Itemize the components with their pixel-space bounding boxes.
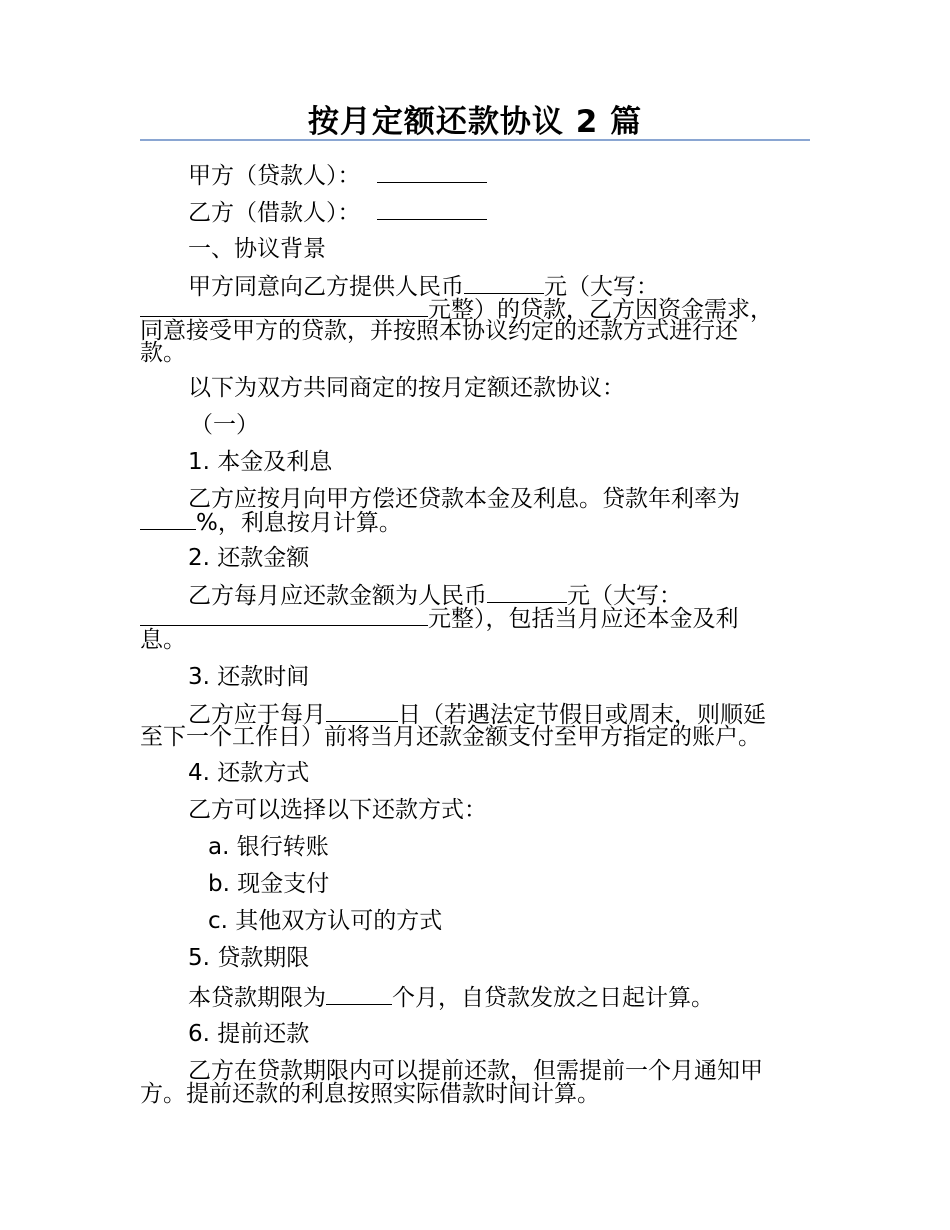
heading-repayment-method: 4. 还款方式 xyxy=(188,760,310,786)
part-one-heading: （一） xyxy=(190,412,259,438)
paragraph-3-line-2 xyxy=(140,507,402,538)
option-cash-payment: b. 现金支付 xyxy=(208,871,330,897)
p7-text-b: 个月，自贷款发放之日起计算。 xyxy=(392,985,714,1011)
day-blank xyxy=(326,699,398,722)
amount-blank xyxy=(464,271,544,294)
party-b-label: 乙方（借款人）： xyxy=(188,200,361,226)
party-b-blank xyxy=(377,197,487,220)
paragraph-4-line-2 xyxy=(140,603,739,634)
paragraph-2: 以下为双方共同商定的按月定额还款协议： xyxy=(188,375,625,401)
amount-words-blank xyxy=(140,294,428,317)
heading-early-repayment: 6. 提前还款 xyxy=(188,1021,310,1047)
p4-text-b: 元（大写： xyxy=(567,583,682,609)
p7-text-a: 本贷款期限为 xyxy=(188,985,326,1011)
heading-repayment-amount: 2. 还款金额 xyxy=(188,545,310,571)
party-a-line xyxy=(188,160,487,191)
p5-text-b: 日（若遇法定节假日或周末，则顺延 xyxy=(398,702,766,728)
paragraph-3-line-1: 乙方应按月向甲方偿还贷款本金及利息。贷款年利率为 xyxy=(188,486,740,512)
paragraph-7 xyxy=(188,982,714,1013)
heading-principal-interest: 1. 本金及利息 xyxy=(188,449,333,475)
paragraph-8-line-1: 乙方在贷款期限内可以提前还款，但需提前一个月通知甲 xyxy=(188,1058,763,1084)
option-bank-transfer: a. 银行转账 xyxy=(208,834,329,860)
p3-text-b: %，利息按月计算。 xyxy=(196,510,402,536)
months-blank xyxy=(326,982,392,1005)
paragraph-6: 乙方可以选择以下还款方式： xyxy=(188,797,487,823)
paragraph-1-line-3: 同意接受甲方的贷款，并按照本协议约定的还款方式进行还 xyxy=(140,318,738,344)
party-a-blank xyxy=(377,160,487,183)
paragraph-1-line-4: 款。 xyxy=(140,340,186,366)
paragraph-4-line-3: 息。 xyxy=(140,627,186,653)
heading-repayment-time: 3. 还款时间 xyxy=(188,664,310,690)
heading-loan-term: 5. 贷款期限 xyxy=(188,945,310,971)
party-b-line xyxy=(188,197,487,228)
section-heading-background: 一、协议背景 xyxy=(188,236,326,262)
rate-blank xyxy=(140,507,196,530)
p1-text-c: 元整）的贷款，乙方因资金需求， xyxy=(428,297,773,323)
monthly-amount-words-blank xyxy=(140,603,428,626)
p4-text-a: 乙方每月应还款金额为人民币 xyxy=(188,583,487,609)
p1-text-b: 元（大写： xyxy=(544,274,659,300)
paragraph-5-line-2: 至下一个工作日）前将当月还款金额支付至甲方指定的账户。 xyxy=(140,724,761,750)
document-title: 按月定额还款协议 2 篇 xyxy=(307,104,643,140)
monthly-amount-blank xyxy=(487,580,567,603)
p4-text-c: 元整），包括当月应还本金及利 xyxy=(428,606,739,632)
title-underline xyxy=(140,139,810,141)
paragraph-8-line-2: 方。提前还款的利息按照实际借款时间计算。 xyxy=(140,1081,600,1107)
p1-text-a: 甲方同意向乙方提供人民币 xyxy=(188,274,464,300)
party-a-label: 甲方（贷款人）： xyxy=(188,163,361,189)
option-other-method: c. 其他双方认可的方式 xyxy=(208,908,443,934)
p5-text-a: 乙方应于每月 xyxy=(188,702,326,728)
